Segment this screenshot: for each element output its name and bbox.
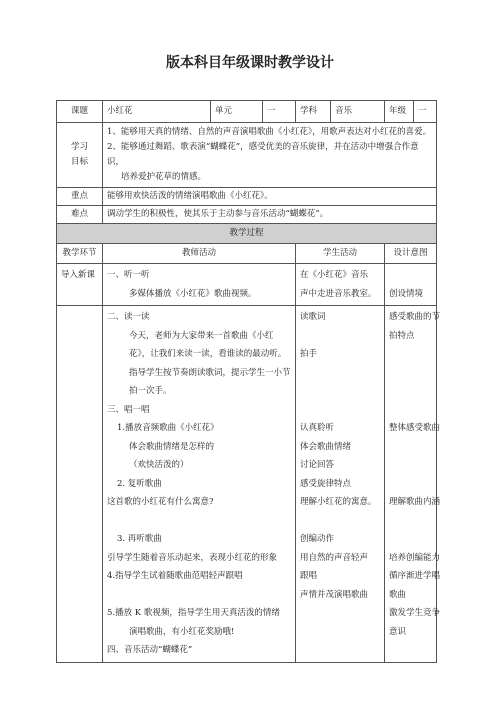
topic-label: 课题: [57, 101, 103, 123]
header-teacher: 教师活动: [103, 244, 296, 264]
focus-text: 能够用欢快活泼的情绪演唱歌曲《小红花》。: [103, 188, 437, 206]
main-intent: 感受歌曲的节 拍特点 整体感受歌曲 理解歌曲内涵 培养创编能力 循序渐进学唱 歌曲 激发学生竞争 意识: [385, 306, 437, 663]
lesson-plan-table: [56, 100, 441, 663]
difficulty-label: 难点: [57, 206, 103, 224]
main-student: 读歌词 拍手 认真聆听 体会歌曲情绪 讨论回答 感受旋律特点 理解小红花的寓意。 创编动作 用自然的声音轻声 跟唱 声情并茂演唱歌曲: [296, 306, 385, 663]
intro-stage: 导入新课: [57, 264, 103, 306]
process-header-row: [57, 244, 437, 264]
grade-label: 年级: [385, 101, 414, 123]
intro-row: [57, 264, 437, 306]
main-row: [57, 306, 437, 663]
subject-value: 音乐: [331, 101, 385, 123]
document-title: 版本科目年级课时教学设计: [166, 55, 334, 71]
lesson-plan-sheet: [56, 100, 441, 663]
process-title-row: [57, 224, 437, 244]
difficulty-text: 调动学生的积极性，使其乐于主动参与音乐活动“蝴蝶花”。: [103, 206, 437, 224]
difficulty-row: [57, 206, 437, 224]
main-teacher: 二、读一读 今天，老师为大家带来一首歌曲《小红 花》，让我们来读一读，看谁读的最动听。 指导学生按节奏朗读歌词，提示学生一小节 拍一次手。 三、唱一唱 1.播放音频歌曲《小红花》 体会歌曲情绪是怎样的 （欢快活泼的） 2. 复听歌曲 这首歌的小红花有什么寓意? 3. 再听歌曲 引导学生随着音乐动起来，表现小红花的形象 4.指导学生试着随歌曲范唱轻声跟唱 5.播放 K 歌视频，指导学生用天真活泼的情绪 演唱歌曲，有小红花奖励哦! 四、音乐活动“蝴蝶花”: [103, 306, 296, 663]
header-student: 学生活动: [296, 244, 385, 264]
main-stage: [57, 306, 103, 663]
subject-label: 学科: [296, 101, 331, 123]
focus-row: [57, 188, 437, 206]
objectives-row: [57, 123, 437, 188]
info-row: [57, 101, 437, 123]
intro-student: 在《小红花》音乐 声中走进音乐教室。: [296, 264, 385, 306]
grade-value: 一: [414, 101, 437, 123]
intro-intent: 创设情境: [385, 264, 437, 306]
objectives-text: 1、能够用天真的情绪、自然的声音演唱歌曲《小红花》，用歌声表达对小红花的喜爱。 2、能够通过舞蹈、歌表演“蝴蝶花”，感受优美的音乐旋律，并在活动中增强合作意识， 培养爱护花草的情感。: [103, 123, 437, 188]
intro-teacher: 一、听一听 多媒体播放《小红花》歌曲视频。: [103, 264, 296, 306]
topic-value: 小红花: [103, 101, 211, 123]
unit-value: 一: [263, 101, 296, 123]
process-title: 教学过程: [57, 224, 437, 244]
header-intent: 设计意图: [385, 244, 437, 264]
objectives-label: 学习 目标: [57, 123, 103, 188]
header-stage: 教学环节: [57, 244, 103, 264]
focus-label: 重点: [57, 188, 103, 206]
unit-label: 单元: [211, 101, 263, 123]
